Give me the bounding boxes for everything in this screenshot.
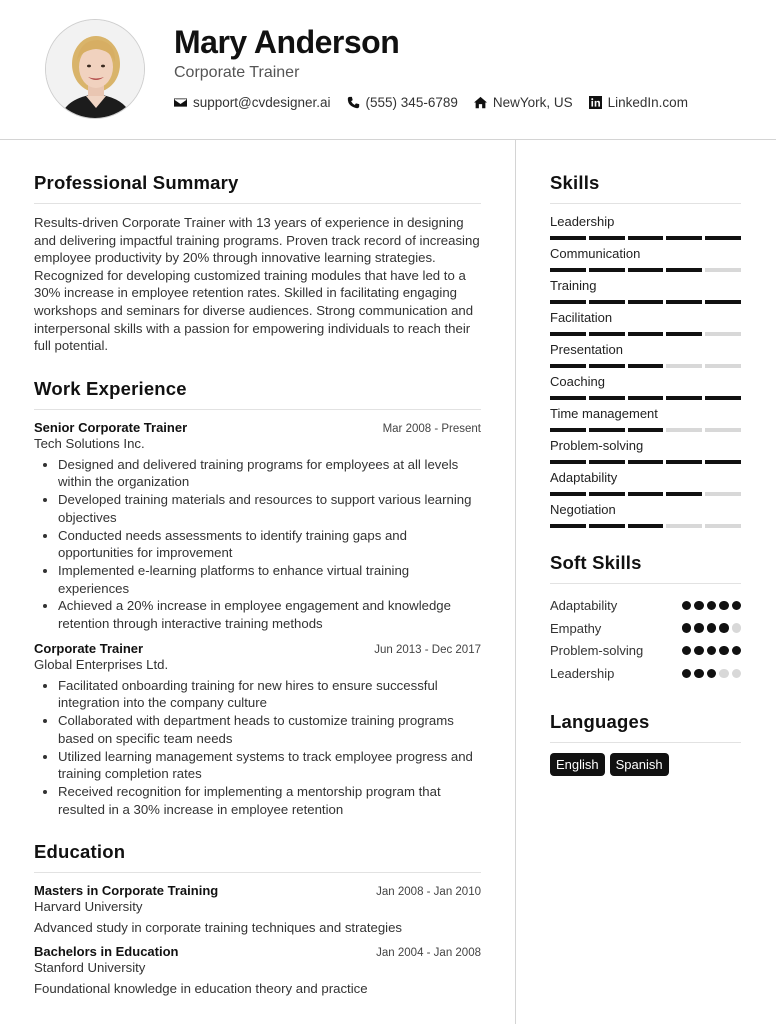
skill-level-segment	[589, 236, 625, 240]
job-title: Senior Corporate Trainer	[34, 419, 188, 435]
skill-level-bar	[550, 460, 741, 464]
degree-title: Masters in Corporate Training	[34, 883, 219, 899]
skill-level-segment	[666, 396, 702, 400]
skill-level-segment	[705, 300, 741, 304]
rating-dot	[732, 623, 742, 633]
skill-level-segment	[550, 524, 586, 528]
skill-level-bar	[550, 300, 741, 304]
skill-name: Time management	[550, 406, 658, 421]
envelope-icon	[174, 96, 187, 109]
contact-email-text: support@cvdesigner.ai	[193, 95, 331, 110]
job-bullets	[58, 677, 481, 819]
skill-name: Training	[550, 278, 597, 293]
skill-item	[550, 342, 741, 368]
job-bullet: • Facilitated onboarding training for new hires to ensure successful integration into the company culture	[58, 677, 481, 712]
skill-level-segment	[589, 268, 625, 272]
job-entry	[34, 420, 481, 633]
job-date: Mar 2008 - Present	[382, 422, 481, 435]
skill-level-bar	[550, 236, 741, 240]
skill-level-segment	[666, 332, 702, 336]
candidate-role: Corporate Trainer	[174, 64, 300, 81]
resume-header	[0, 0, 776, 140]
contact-list	[174, 95, 688, 110]
main-column	[34, 172, 481, 996]
skills-heading: Skills	[550, 172, 741, 204]
skill-level-segment	[628, 396, 664, 400]
linkedin-icon	[589, 96, 602, 109]
skill-item	[550, 278, 741, 304]
column-divider	[515, 140, 516, 1024]
skill-level-bar	[550, 268, 741, 272]
education-entry	[34, 883, 481, 935]
education-date: Jan 2004 - Jan 2008	[376, 947, 481, 960]
skill-level-segment	[589, 460, 625, 464]
school-name: Stanford University	[34, 960, 146, 976]
skill-name: Adaptability	[550, 470, 618, 485]
skill-level-bar	[550, 332, 741, 336]
skill-level-segment	[589, 524, 625, 528]
skill-level-segment	[628, 236, 664, 240]
skill-level-segment	[666, 524, 702, 528]
skill-level-segment	[550, 428, 586, 432]
skill-level-segment	[628, 492, 664, 496]
skill-level-segment	[628, 364, 664, 368]
rating-dot	[719, 646, 729, 656]
job-title: Corporate Trainer	[34, 640, 144, 656]
profile-photo	[45, 19, 145, 119]
language-tag: Spanish	[610, 753, 669, 776]
rating-dot	[719, 669, 729, 679]
education-entry	[34, 944, 481, 996]
rating-dot	[682, 601, 692, 611]
skill-level-segment	[550, 236, 586, 240]
skill-name: Communication	[550, 246, 641, 261]
job-bullet: • Achieved a 20% increase in employee engagement and knowledge retention through interactive training methods	[58, 597, 481, 632]
contact-linkedin[interactable]	[589, 95, 688, 110]
job-date: Jun 2013 - Dec 2017	[374, 643, 481, 656]
soft-skill-name: Empathy	[550, 620, 602, 636]
job-bullet: • Utilized learning management systems to track employee progress and training completion rates	[58, 748, 481, 783]
contact-location-text: NewYork, US	[492, 95, 573, 110]
skill-level-segment	[550, 268, 586, 272]
soft-skill-item	[550, 594, 741, 617]
skill-level-segment	[589, 428, 625, 432]
rating-dot	[682, 669, 692, 679]
skill-level-segment	[666, 364, 702, 368]
soft-skill-item	[550, 617, 741, 640]
soft-skills-heading: Soft Skills	[550, 552, 741, 584]
rating-dot	[682, 646, 692, 656]
skill-item	[550, 438, 741, 464]
home-icon	[474, 96, 487, 109]
side-column	[550, 172, 741, 776]
skill-level-segment	[666, 460, 702, 464]
skill-level-segment	[550, 460, 586, 464]
skill-item	[550, 502, 741, 528]
experience-heading: Work Experience	[34, 378, 481, 410]
skill-level-bar	[550, 428, 741, 432]
skill-level-segment	[666, 492, 702, 496]
job-entry	[34, 641, 481, 819]
job-bullet: • Collaborated with department heads to customize training programs based on specific team needs	[58, 712, 481, 747]
skill-level-bar	[550, 492, 741, 496]
job-bullet: • Implemented e-learning platforms to enhance virtual training experiences	[58, 562, 481, 597]
soft-skill-rating	[682, 669, 742, 679]
education-heading: Education	[34, 841, 481, 873]
contact-phone[interactable]	[347, 95, 458, 110]
job-company: Global Enterprises Ltd.	[34, 656, 169, 672]
skill-level-segment	[550, 396, 586, 400]
soft-skill-rating	[682, 646, 742, 656]
education-date: Jan 2008 - Jan 2010	[376, 886, 481, 899]
skill-level-bar	[550, 524, 741, 528]
job-bullet: • Developed training materials and resources to support various learning objectives	[58, 491, 481, 526]
skill-level-segment	[666, 268, 702, 272]
skill-name: Facilitation	[550, 310, 613, 325]
skill-level-segment	[705, 428, 741, 432]
school-name: Harvard University	[34, 899, 143, 915]
skill-item	[550, 310, 741, 336]
languages-list	[550, 753, 741, 776]
skill-level-segment	[589, 396, 625, 400]
summary-text: Results-driven Corporate Trainer with 13 years of experience in designing and delivering impactful training programs. Proven track record of increasing employee productivity by 20% through innovative learning strategies. Recognized for developing customized training modules that have led to a 30% increase in employee retention rates. Skilled in facilitating engaging workshops and seminars for diverse audiences. Strong communication and interpersonal skills with a passion for empowering individuals to reach their full potential.	[34, 215, 480, 354]
skill-level-segment	[628, 332, 664, 336]
candidate-name: Mary Anderson	[174, 24, 400, 60]
rating-dot	[694, 646, 704, 656]
summary-heading: Professional Summary	[34, 172, 481, 204]
skill-level-bar	[550, 396, 741, 400]
skill-level-segment	[705, 492, 741, 496]
soft-skill-rating	[682, 601, 742, 611]
rating-dot	[707, 623, 717, 633]
rating-dot	[732, 601, 742, 611]
skill-item	[550, 470, 741, 496]
soft-skill-name: Leadership	[550, 665, 615, 681]
skill-level-segment	[589, 332, 625, 336]
soft-skill-name: Adaptability	[550, 597, 618, 613]
rating-dot	[682, 623, 692, 633]
education-description: Advanced study in corporate training techniques and strategies	[34, 920, 403, 936]
skill-level-segment	[550, 300, 586, 304]
rating-dot	[732, 669, 742, 679]
skill-level-segment	[666, 428, 702, 432]
rating-dot	[719, 601, 729, 611]
skill-level-segment	[550, 364, 586, 368]
contact-phone-text: (555) 345-6789	[365, 95, 458, 110]
languages-heading: Languages	[550, 711, 741, 743]
skill-level-segment	[705, 332, 741, 336]
soft-skill-rating	[682, 623, 742, 633]
profile-photo-image	[46, 20, 145, 119]
contact-linkedin-text: LinkedIn.com	[607, 95, 688, 110]
skill-level-segment	[666, 236, 702, 240]
skill-level-segment	[628, 428, 664, 432]
rating-dot	[694, 623, 704, 633]
skill-name: Problem-solving	[550, 438, 644, 453]
skill-level-segment	[589, 364, 625, 368]
soft-skill-item	[550, 662, 741, 685]
skill-item	[550, 246, 741, 272]
rating-dot	[732, 646, 742, 656]
skill-item	[550, 406, 741, 432]
rating-dot	[707, 601, 717, 611]
rating-dot	[707, 669, 717, 679]
skill-level-segment	[550, 492, 586, 496]
skill-level-segment	[589, 492, 625, 496]
skill-level-segment	[550, 332, 586, 336]
skills-list	[550, 214, 741, 528]
skill-name: Leadership	[550, 214, 615, 229]
rating-dot	[694, 601, 704, 611]
job-bullet: • Conducted needs assessments to identify training gaps and opportunities for improvement	[58, 527, 481, 562]
skill-item	[550, 374, 741, 400]
phone-icon	[347, 96, 360, 109]
skill-level-bar	[550, 364, 741, 368]
degree-title: Bachelors in Education	[34, 944, 179, 960]
job-bullet: • Received recognition for implementing a mentorship program that resulted in a 30% increase in employee retention	[58, 783, 481, 818]
skill-level-segment	[589, 300, 625, 304]
skill-level-segment	[628, 268, 664, 272]
contact-location	[474, 95, 573, 110]
soft-skill-item	[550, 639, 741, 662]
skill-level-segment	[705, 364, 741, 368]
skill-name: Coaching	[550, 374, 605, 389]
rating-dot	[719, 623, 729, 633]
skill-item	[550, 214, 741, 240]
education-description: Foundational knowledge in education theory and practice	[34, 981, 368, 997]
job-bullet: • Designed and delivered training programs for employees at all levels within the organization	[58, 456, 481, 491]
rating-dot	[707, 646, 717, 656]
skill-name: Presentation	[550, 342, 623, 357]
skill-level-segment	[705, 524, 741, 528]
skill-level-segment	[705, 396, 741, 400]
job-company: Tech Solutions Inc.	[34, 435, 145, 451]
soft-skill-name: Problem-solving	[550, 643, 644, 659]
skill-level-segment	[705, 268, 741, 272]
skill-level-segment	[628, 460, 664, 464]
skill-level-segment	[628, 300, 664, 304]
skill-level-segment	[705, 460, 741, 464]
skill-level-segment	[705, 236, 741, 240]
skill-level-segment	[628, 524, 664, 528]
skill-level-segment	[666, 300, 702, 304]
contact-email[interactable]	[174, 95, 331, 110]
soft-skills-list	[550, 594, 741, 685]
skill-name: Negotiation	[550, 502, 616, 517]
rating-dot	[694, 669, 704, 679]
language-tag: English	[550, 753, 605, 776]
job-bullets	[58, 456, 481, 633]
